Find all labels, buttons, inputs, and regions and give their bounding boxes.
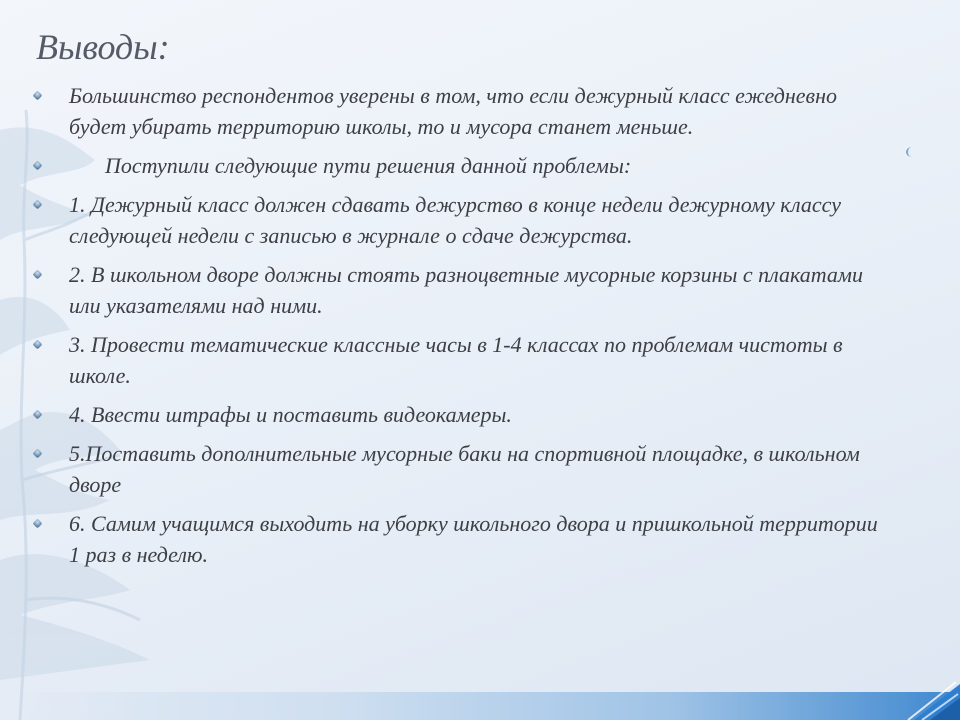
bullet-text: Большинство респондентов уверены в том, что если дежурный класс ежедневно будет убирать территорию школы, то и мусора станет меньше. — [69, 83, 838, 139]
bullet-text: 5.Поставить дополнительные мусорные баки на спортивной площадке, в школьном дворе — [69, 441, 860, 497]
diamond-bullet-icon — [33, 161, 43, 171]
corner-arrow-icon — [900, 680, 960, 720]
bullet-item — [34, 438, 886, 500]
bullet-text: 6. Самим учащимся выходить на уборку школьного двора и пришкольной территории 1 раз в неделю. — [69, 511, 878, 567]
diamond-bullet-icon — [33, 410, 43, 420]
diamond-bullet-icon — [33, 91, 43, 101]
bullet-item — [34, 189, 886, 251]
bullet-item — [34, 259, 886, 321]
diamond-bullet-icon — [33, 340, 43, 350]
bullet-item — [34, 150, 886, 181]
bullet-text: 3. Провести тематические классные часы в 1-4 классах по проблемам чистоты в школе. — [69, 332, 843, 388]
diamond-bullet-icon — [33, 519, 43, 529]
bullet-item — [34, 80, 886, 142]
slide-title: Выводы: — [36, 27, 170, 67]
bullet-text: 1. Дежурный класс должен сдавать дежурство в конце недели дежурному классу следующей недели с записью в журнале о сдаче дежурства. — [69, 192, 842, 248]
bullet-item — [34, 329, 886, 391]
bullet-item — [34, 399, 886, 430]
bullet-item — [34, 508, 886, 570]
bullet-list — [34, 80, 886, 570]
diamond-bullet-icon — [33, 200, 43, 210]
bottom-accent-bar — [0, 692, 960, 720]
bullet-text: 4. Ввести штрафы и поставить видеокамеры. — [69, 402, 512, 427]
bullet-text: Поступили следующие пути решения данной проблемы: — [105, 153, 632, 178]
bullet-text: 2. В школьном дворе должны стоять разноцветные мусорные корзины с плакатами или указателями над ними. — [69, 262, 863, 318]
decorative-bracket-icon — [906, 147, 918, 157]
diamond-bullet-icon — [33, 270, 43, 280]
diamond-bullet-icon — [33, 449, 43, 459]
